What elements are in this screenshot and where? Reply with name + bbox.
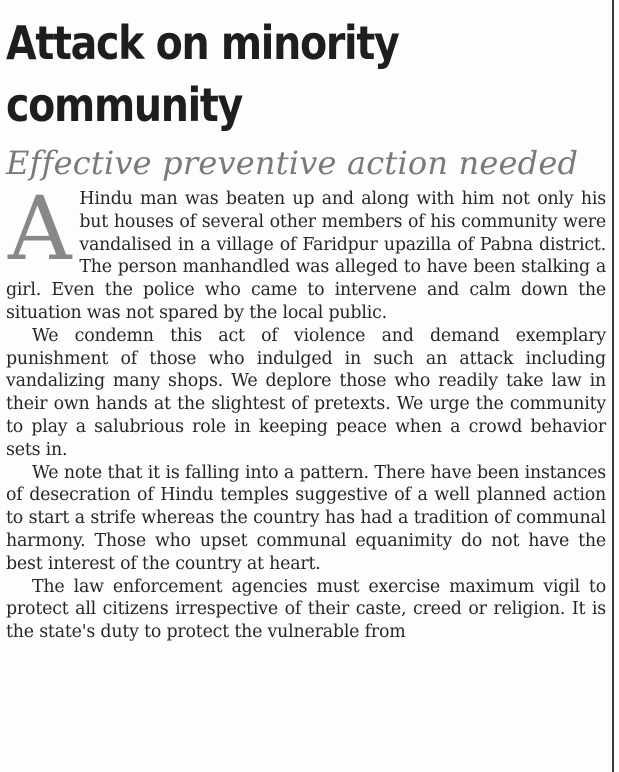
article-paragraph-1	[6, 177, 606, 325]
article-paragraph-2: We condemn this act of violence and demand exemplary punishment of those who indulged in such an attack including vandalizing many shops. We deplore those who readily take law in their own hands at the slightest of pretexts. We urge the community to play a salubrious role in keeping peace when a crowd behavior sets in.	[6, 325, 606, 460]
editorial-article	[6, 0, 606, 644]
article-subheadline: Effective preventive action needed	[6, 144, 579, 182]
paragraph-1-text: Hindu man was beaten up and along with him not only his but houses of several other members of his community were vandalised in a village of Faridpur upazilla of Pabna district. The person manhandled was alleged to have been stalking a girl. Even the police who came to intervene and calm down the situation was not spared by the local public.	[6, 189, 606, 323]
article-headline: Attack on minority community	[6, 16, 399, 132]
drop-cap-letter: A	[8, 177, 72, 280]
article-body	[6, 177, 606, 644]
article-paragraph-3: We note that it is falling into a pattern. There have been instances of desecration of Hindu temples suggestive of a well planned action to start a strife whereas the country has had a tradition of communal harmony. Those who upset communal equanimity do not have the best interest of the country at heart.	[6, 462, 606, 574]
article-paragraph-4: The law enforcement agencies must exercise maximum vigil to protect all citizens irrespective of their caste, creed or religion. It is the state's duty to protect the vulnerable from	[6, 576, 606, 643]
column-divider-rule	[612, 0, 614, 772]
